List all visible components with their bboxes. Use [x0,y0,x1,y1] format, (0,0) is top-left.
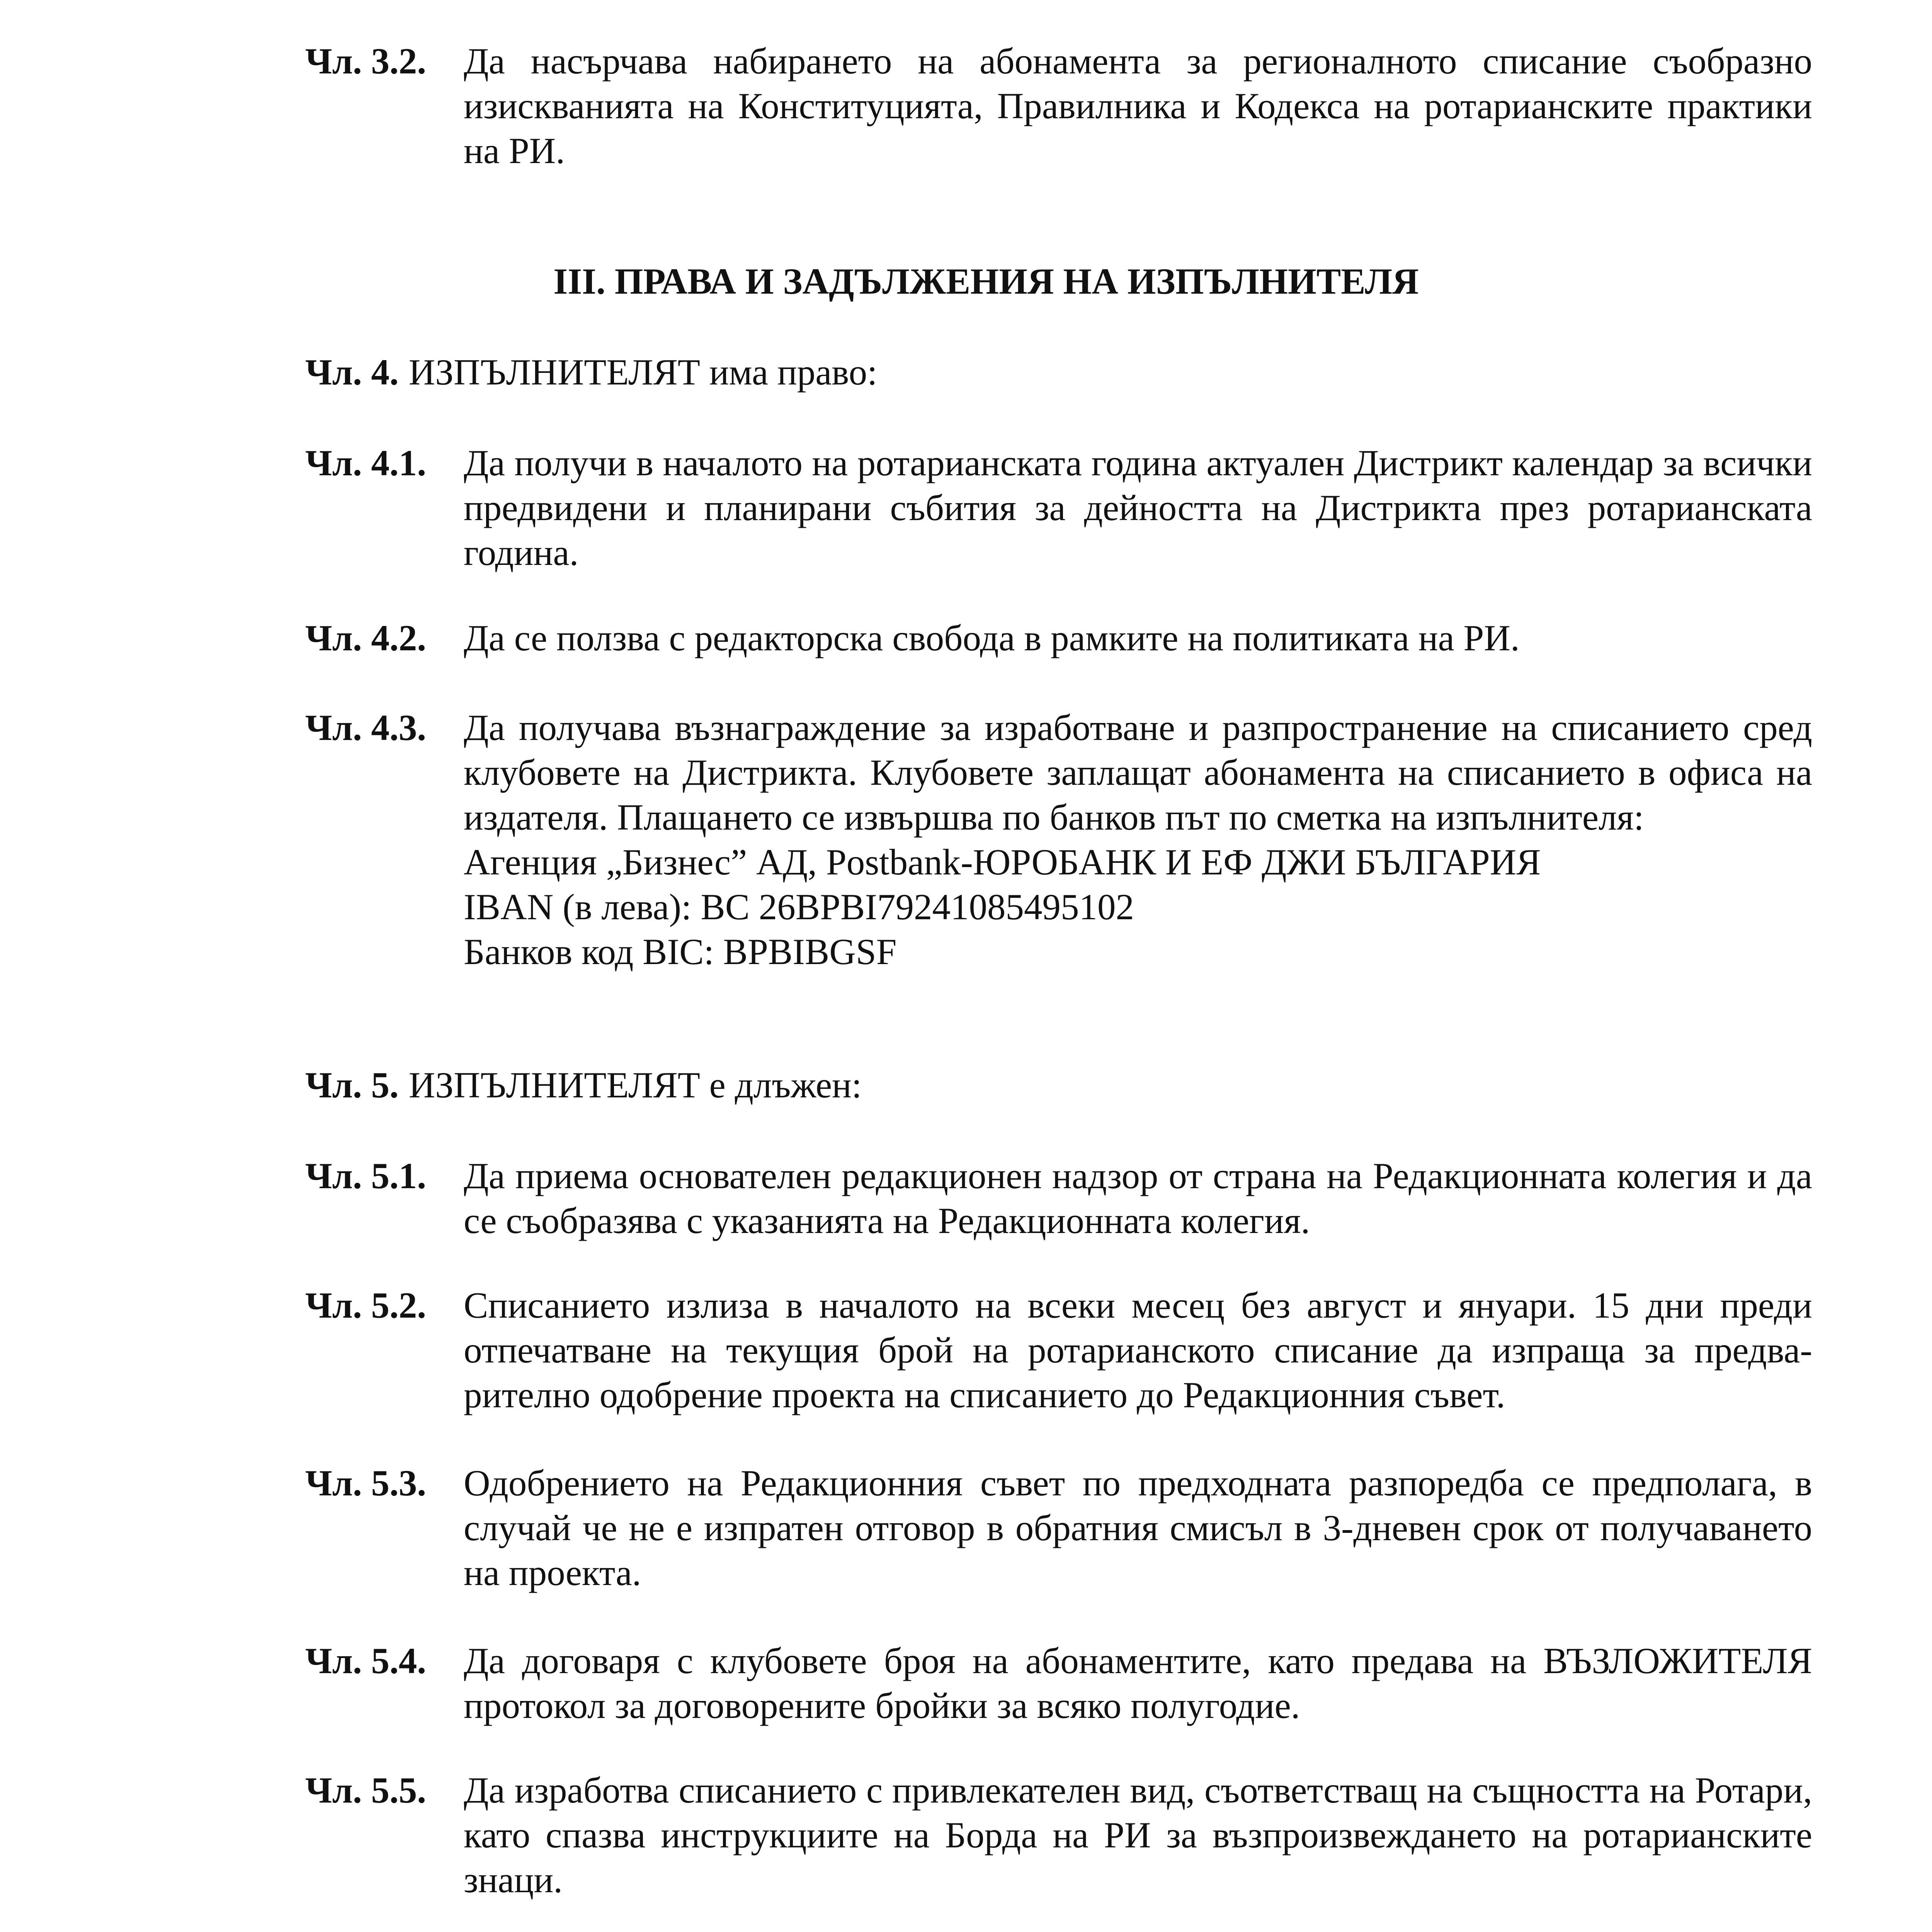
article-4 [305,350,1812,395]
article-text: Да изработва списанието с привлекателен вид, съответстващ на същността на Ротари, като спазва инструкциите на Борда на РИ за възпроизвеждането на ротарианските знаци. [464,1770,1812,1900]
article-4-2 [305,616,1812,660]
bank-details [464,840,1812,974]
article-label: Чл. 5.2. [305,1285,427,1326]
article-text: Да получава възнаграждение за изработване и разпространение на списанието сред клубовете на Дистрикта. Клубовете заплащат абонамента на списанието в офиса на издателя. Плащането се извършва по банков път по сметка на изпълнителя: [464,707,1812,838]
article-label: Чл. 5. [305,1065,399,1105]
article-text: Да се ползва с редакторска свобода в рамките на политиката на РИ. [464,617,1520,658]
article-5 [305,1063,1812,1107]
article-label: Чл. 4. [305,352,399,393]
article-5-5 [305,1768,1812,1902]
article-label: Чл. 3.2. [305,41,427,82]
article-4-3 [305,705,1812,974]
article-text: Списанието излиза в началото на всеки месец без август и януари. 15 дни преди отпечатване на текущия брой на ротарианското списание да изпраща за предварително одобрение проекта на списанието до Редакционния съвет. [464,1285,1812,1415]
article-3-2 [305,39,1812,173]
article-4-1 [305,440,1812,575]
iban-line: IBAN (в лева): BC 26BPBI79241085495102 [464,886,1134,927]
section-heading: III. ПРАВА И ЗАДЪЛЖЕНИЯ НА ИЗПЪЛНИТЕЛЯ [553,261,1419,302]
article-text: Да получи в началото на ротарианската година актуален Дистрикт календар за всички предвидени и планирани събития за дейността на Дистрикта през ротарианската година. [464,442,1812,573]
article-text: Да насърчава набирането на абонамента за регионалното списание съобразно изискванията на Конституцията, Правилника и Кодекса на ротарианските практики на РИ. [464,41,1812,171]
article-text: Одобрението на Редакционния съвет по предходната разпоредба се предполага, в случай че не е изпратен отговор в обратния смисъл в 3-дневен срок от получаването на проекта. [464,1463,1812,1593]
article-text: ИЗПЪЛНИТЕЛЯТ има право: [408,352,878,393]
bic-line: Банков код BIC: BPBIBGSF [464,931,897,972]
article-label: Чл. 5.1. [305,1155,427,1196]
article-text: Да договаря с клубовете броя на абонаментите, като предава на ВЪЗЛОЖИТЕЛЯ протокол за договорените бройки за всяко полугодие. [464,1640,1812,1726]
article-label: Чл. 4.3. [305,707,427,748]
article-text: Да приема основателен редакционен надзор от страна на Редакционната колегия и да се съобразява с указанията на Редакционната колегия. [464,1155,1812,1241]
article-label: Чл. 5.3. [305,1463,427,1503]
article-5-4 [305,1638,1812,1728]
article-label: Чл. 4.2. [305,617,427,658]
article-label: Чл. 4.1. [305,442,427,483]
bank-details-line: Агенция „Бизнес” АД, Postbank-ЮРОБАНК И ЕФ ДЖИ БЪЛГАРИЯ [464,842,1541,883]
article-5-1 [305,1153,1812,1243]
article-5-3 [305,1461,1812,1595]
article-5-2 [305,1283,1812,1417]
article-label: Чл. 5.4. [305,1640,427,1681]
article-label: Чл. 5.5. [305,1770,427,1811]
article-text: ИЗПЪЛНИТЕЛЯТ е длъжен: [408,1065,862,1105]
